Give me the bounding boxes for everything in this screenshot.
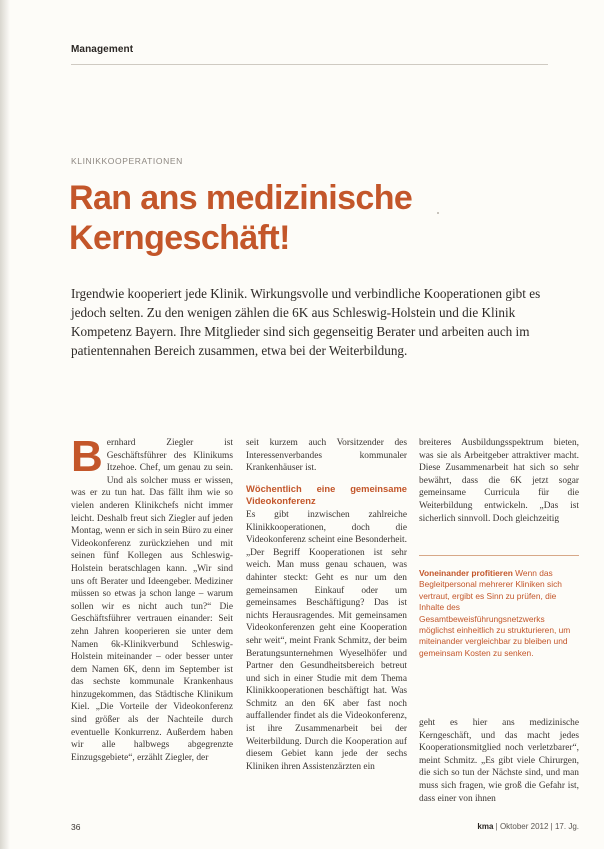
issue-line xyxy=(477,822,579,831)
issue-date: Oktober 2012 xyxy=(499,822,549,831)
page-edge-shadow xyxy=(0,0,10,849)
pull-quote-body: Wenn das Begleitpersonal mehrerer Kliniken sich vertraut, ergibt es Sinn zu prüfen, die Inhalte des Gesamtbeweisführungsnetzwerks möglichst einheitlich zu strukturieren, um miteinander vergleichbar zu bleiben und gemeinsam Kosten zu senken. xyxy=(419,568,571,658)
magazine-name: kma xyxy=(477,822,494,831)
body-column-3-top: breiteres Ausbildungsspektrum bieten, was sie als Arbeitgeber attraktiver macht. Diese Zusammenarbeit hat sich so sehr bewährt, dass die 6K jetzt sogar gemeinsame Curricula für die Weiterbildung entwickeln. „Das ist sicherlich sinnvoll. Doch gleichzeitig xyxy=(419,438,579,524)
body-column-1 xyxy=(71,437,233,817)
article-headline: Ran ans medizinische Kerngeschäft! xyxy=(69,179,413,257)
page-number: 36 xyxy=(71,822,81,832)
drop-cap: B xyxy=(71,437,103,481)
separator: | xyxy=(550,822,555,831)
body-column-2 xyxy=(246,437,407,817)
pull-quote xyxy=(419,555,579,659)
section-label: Management xyxy=(71,44,134,55)
pull-quote-lead: Voneinander profitieren xyxy=(419,568,513,578)
column-2-body: Es gibt inzwischen zahlreiche Klinikkooperationen, doch die Videokonferenz scheint eine Besonderheit. „Der Begriff Kooperationen ist sehr weich. Man muss genau schauen, was dahinter steckt: Geht es nur um den gemeinsamen Einkauf oder um gemeinsames Beschäftigung? Das ist nichts Herausragendes. Mit gemeinsamen Videokonferenzen geht eine Kooperation sehr weit“, meint Frank Schmitz, der beim Beratungsunternehmen Wyeselhöfer und Partner den Gesundheitsbereich betreut und sich in einer Studie mit dem Thema Klinikkooperationen beschäftigt hat. Was Schmitz an den 6K aber fast noch auffallender findet als die Videokonferenz, ist ihre Zusammenarbeit bei der Weiterbildung. Durch die Kooperation auf diesem Gebiet kann jede der sechs Kliniken ihren Assistenzärzten ein xyxy=(246,509,407,772)
separator: | xyxy=(495,822,500,831)
article-subhead: Wöchentlich eine gemeinsame Videokonferenz xyxy=(246,482,407,507)
column-1-text: ernhard Ziegler ist Geschäftsführer des Klinikums Itzehoe. Chef, um genau zu sein. Und als solcher muss er wissen, was er zu tun hat. Das fällt ihm wie so vielen anderen Klinikchefs nicht immer leicht. Deshalb freut sich Ziegler auf jeden Montag, wenn er sich in sein Büro zu einer Videokonferenz zurückziehen und mit seinen fünf Kollegen aus Schleswig-Holstein beratschlagen kann. „Wir sind uns oft Berater und Ideengeber. Mediziner müssen so etwas ja schon lange – warum sollen wir es nicht auch tun?“ Die Geschäftsführer vertrauen einander: Seit zehn Jahren kooperieren sie unter dem Namen 6k-Klinikverbund Schleswig-Holstein miteinander – oder besser unter dem Namen 6K, denn im September ist das sechste kommunale Krankenhaus hinzugekommen, das Städtische Klinikum Kiel. „Die Vorteile der Videokonferenz sind größer als der Nachteile durch eventuelle Konkurrenz. Außerdem haben wir alle halbwegs abgegrenzte Einzugsgebiete“, erzählt Ziegler, der xyxy=(71,438,233,763)
column-2-intro: seit kurzem auch Vorsitzender des Interessenverbandes kommunaler Krankenhäuser ist. xyxy=(246,438,407,474)
print-speck xyxy=(437,212,439,214)
volume: 17. Jg. xyxy=(554,822,579,831)
article-kicker: KLINIKKOOPERATIONEN xyxy=(71,156,183,166)
article-lead: Irgendwie kooperiert jede Klinik. Wirkungsvolle und verbindliche Kooperationen gibt es jedoch selten. Zu den wenigen zählen die 6K aus Schleswig-Holstein und die Klinik Kompetenz Bayern. Ihre Mitglieder sind sich gegenseitig Berater und arbeiten auch im patientennahen Bereich zusammen, etwa bei der Weiterbildung. xyxy=(71,286,541,358)
top-rule xyxy=(71,64,548,65)
body-column-3-bottom: geht es hier ans medizinische Kerngeschäft, und das macht jedes Kooperationsmitglied noch verletzbarer“, meint Schmitz. „Es gibt viele Chirurgen, die sich so tun der Nächste sind, und man muss sich fragen, wie groß die Gefahr ist, dass einer von ihnen xyxy=(419,718,579,804)
